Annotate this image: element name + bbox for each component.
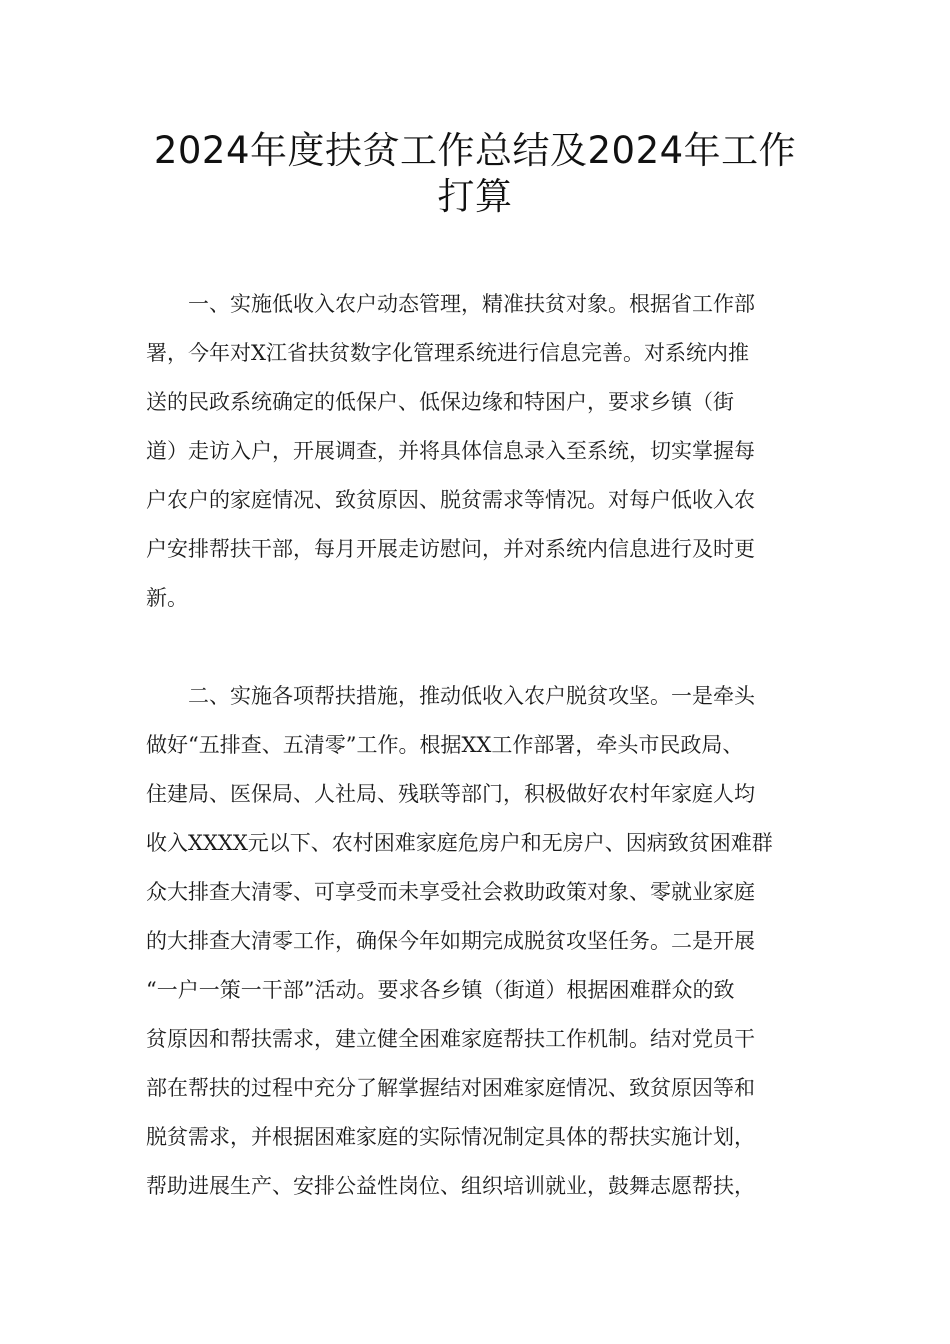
text-line: 户安排帮扶干部，每月开展走访慰问，并对系统内信息进行及时更 xyxy=(146,537,755,561)
text-line: 一、实施低收入农户动态管理，精准扶贫对象。根据省工作部 xyxy=(146,292,755,316)
text-line: 送的民政系统确定的低保户、低保边缘和特困户，要求乡镇（街 xyxy=(146,390,734,414)
text-line: 贫原因和帮扶需求，建立健全困难家庭帮扶工作机制。结对党员干 xyxy=(146,1027,755,1051)
text-line: 帮助进展生产、安排公益性岗位、组织培训就业，鼓舞志愿帮扶， xyxy=(146,1174,755,1198)
text-line: 的大排查大清零工作，确保今年如期完成脱贫攻坚任务。二是开展 xyxy=(146,929,755,953)
text-line: 户农户的家庭情况、致贫原因、脱贫需求等情况。对每户低收入农 xyxy=(146,488,755,512)
text-line: 二、实施各项帮扶措施，推动低收入农户脱贫攻坚。一是牵头 xyxy=(146,684,755,708)
text-line: 收入XXXX元以下、农村困难家庭危房户和无房户、因病致贫困难群 xyxy=(146,831,773,855)
text-line: “一户一策一干部”活动。要求各乡镇（街道）根据困难群众的致 xyxy=(146,978,735,1002)
text-line: 道）走访入户，开展调查，并将具体信息录入至系统，切实掌握每 xyxy=(146,439,755,463)
text-line: 新。 xyxy=(146,586,188,610)
text-line: 众大排查大清零、可享受而未享受社会救助政策对象、零就业家庭 xyxy=(146,880,755,904)
text-line: 住建局、医保局、人社局、残联等部门，积极做好农村年家庭人均 xyxy=(146,782,755,806)
document-title xyxy=(120,128,830,220)
text-line: 脱贫需求，并根据困难家庭的实际情况制定具体的帮扶实施计划， xyxy=(146,1125,755,1149)
text-line: 做好“五排查、五清零”工作。根据XX工作部署，牵头市民政局、 xyxy=(146,733,744,757)
title-line: 2024年度扶贫工作总结及2024年工作 xyxy=(153,129,797,172)
paragraph-2 xyxy=(146,672,806,1211)
title-line: 打算 xyxy=(437,175,513,218)
text-line: 部在帮扶的过程中充分了解掌握结对困难家庭情况、致贫原因等和 xyxy=(146,1076,755,1100)
paragraph-1 xyxy=(146,280,806,623)
text-line: 署，今年对X江省扶贫数字化管理系统进行信息完善。对系统内推 xyxy=(146,341,749,365)
